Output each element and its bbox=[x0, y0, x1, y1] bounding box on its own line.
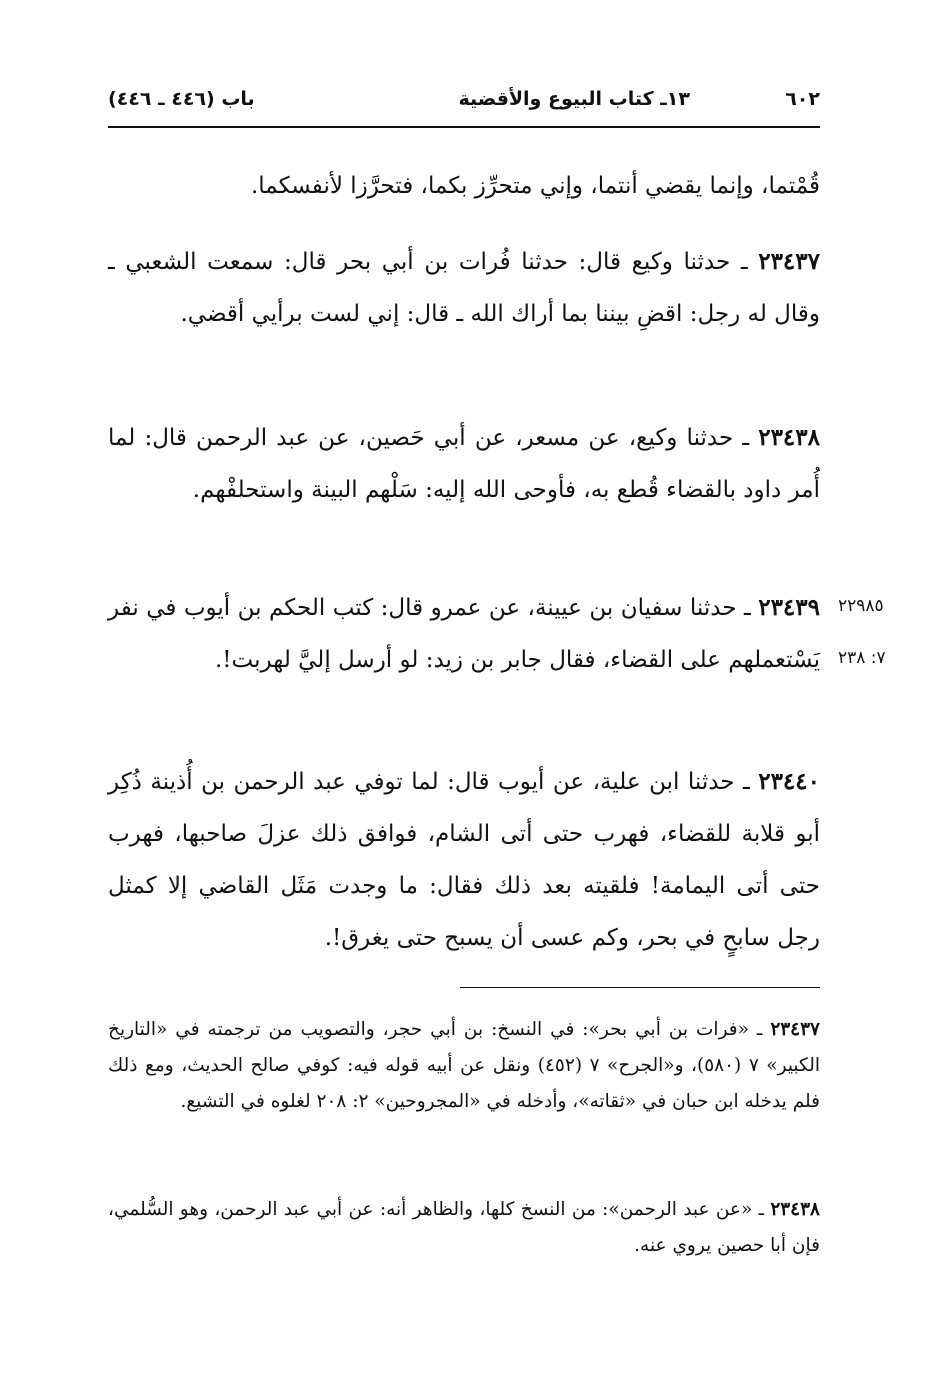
footnote-number: ٢٣٤٣٨ bbox=[770, 1199, 820, 1220]
footnote-text: ـ «فرات بن أبي بحر»: في النسخ: بن أبي حجر، والتصويب من ترجمته في «التاريخ الكبير» ٧ (٥٨٠)، و«الجرح» ٧ (٤٥٢) ونقل عن أبيه قوله فيه: كوفي صالح الحديث، ومع ذلك فلم يدخله ابن حبان في «ثقاته»، وأدخله في «المجروحين» ٢: ٢٠٨ لغلوه في التشيع. bbox=[108, 1019, 820, 1112]
hadith-number: ٢٣٤٤٠ bbox=[758, 768, 820, 795]
page-number: ٦٠٢ bbox=[785, 88, 820, 110]
hadith-text: ـ حدثنا سفيان بن عيينة، عن عمرو قال: كتب الحكم بن أيوب في نفر يَسْتعملهم على القضاء، فقال جابر بن زيد: لو أرسل إليَّ لهربت!. bbox=[108, 595, 820, 673]
hadith-23439 bbox=[108, 582, 820, 686]
hadith-number: ٢٣٤٣٨ bbox=[758, 424, 820, 451]
book-title: ١٣ـ كتاب البيوع والأقضية bbox=[458, 88, 690, 110]
hadith-number: ٢٣٤٣٩ bbox=[758, 594, 820, 621]
footnote-rule bbox=[460, 987, 820, 988]
hadith-text: ـ حدثنا ابن علية، عن أيوب قال: لما توفي عبد الرحمن بن أُذينة ذُكِر أبو قلابة للقضاء، فهرب حتى أتى الشام، فوافق ذلك عزلَ صاحبها، فهرب حتى أتى اليمامة! فلقيته بعد ذلك فقال: ما وجدت مَثَل القاضي إلا كمثل رجل سابحٍ في بحر، وكم عسى أن يسبح حتى يغرق!. bbox=[108, 769, 820, 951]
footnote-23437 bbox=[108, 1012, 820, 1120]
margin-ref-number: ٢٢٩٨٥ bbox=[838, 596, 884, 616]
continuation-text: قُمْتما، وإنما يقضي أنتما، وإني متحرِّز بكما، فتحرَّزا لأنفسكما. bbox=[250, 173, 820, 199]
running-header bbox=[108, 80, 820, 120]
footnote-text: ـ «عن عبد الرحمن»: من النسخ كلها، والظاهر أنه: عن أبي عبد الرحمن، وهو السُّلمي، فإن أبا حصين يروي عنه. bbox=[108, 1199, 820, 1256]
hadith-text: ـ حدثنا وكيع، عن مسعر، عن أبي حَصين، عن عبد الرحمن قال: لما أُمر داود بالقضاء قُطع به، فأوحى الله إليه: سَلْهم البينة واستحلفْهم. bbox=[108, 425, 820, 503]
header-rule bbox=[108, 126, 820, 128]
hadith-number: ٢٣٤٣٧ bbox=[758, 248, 820, 275]
footnote-23438 bbox=[108, 1192, 820, 1264]
footnote-number: ٢٣٤٣٧ bbox=[770, 1019, 820, 1040]
hadith-text: ـ حدثنا وكيع قال: حدثنا فُرات بن أبي بحر قال: سمعت الشعبي ـ وقال له رجل: اقضِ بيننا بما أراك الله ـ قال: إني لست برأيي أقضي. bbox=[108, 249, 820, 327]
hadith-23437 bbox=[108, 236, 820, 340]
hadith-23440 bbox=[108, 756, 820, 964]
chapter-range: باب (٤٤٦ ـ ٤٤٦) bbox=[108, 88, 255, 110]
hadith-23438 bbox=[108, 412, 820, 516]
margin-volume-page: ٧: ٢٣٨ bbox=[838, 648, 886, 668]
